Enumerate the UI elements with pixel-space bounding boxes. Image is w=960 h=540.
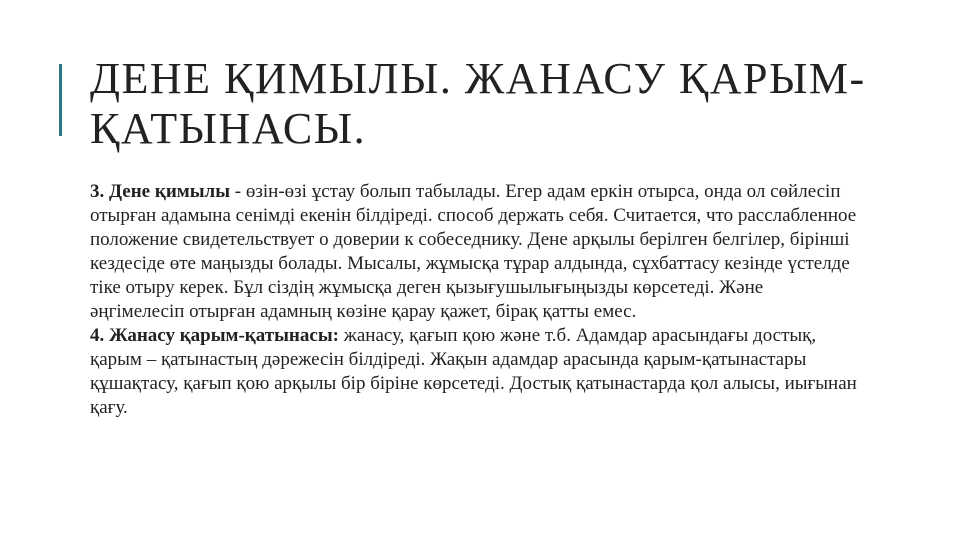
paragraph-body-movement	[90, 180, 860, 324]
slide-body	[90, 180, 860, 420]
slide-title: ДЕНЕ ҚИМЫЛЫ. ЖАНАСУ ҚАРЫМ-ҚАТЫНАСЫ.	[90, 54, 866, 153]
paragraph-lead: 4. Жанасу қарым-қатынасы:	[90, 325, 339, 346]
paragraph-touch-communication	[90, 324, 860, 420]
paragraph-text: жанасу, қағып қою және т.б. Адамдар арасындағы достық, қарым – қатынастың дәрежесін білдіреді. Жақын адамдар арасында қарым-қатынастары құшақтасу, қағып қою арқылы бір біріне көрсетеді. Достық қатынастарда қол алысы, иығынан қағу.	[90, 325, 857, 418]
title-accent-bar	[59, 64, 62, 136]
paragraph-text: - өзін-өзі ұстау болып табылады. Егер адам еркін отырса, онда ол сөйлесіп отырған адамына сенімді екенін білдіреді. способ держать себя. Считается, что расслабленное положение свидетельствует о доверии к собеседнику. Дене арқылы берілген белгілер, бірінші кездесіде өте маңызды болады. Мысалы, жұмысқа тұрар алдында, сұхбаттасу кезінде үстелде тіке отыру керек. Бұл сіздің жұмысқа деген қызығушылығыңызды көрсетеді. Және әңгімелесіп отырған адамның көзіне қарау қажет, бірақ қатты емес.	[90, 181, 857, 322]
paragraph-lead: 3. Дене қимылы	[90, 181, 231, 202]
